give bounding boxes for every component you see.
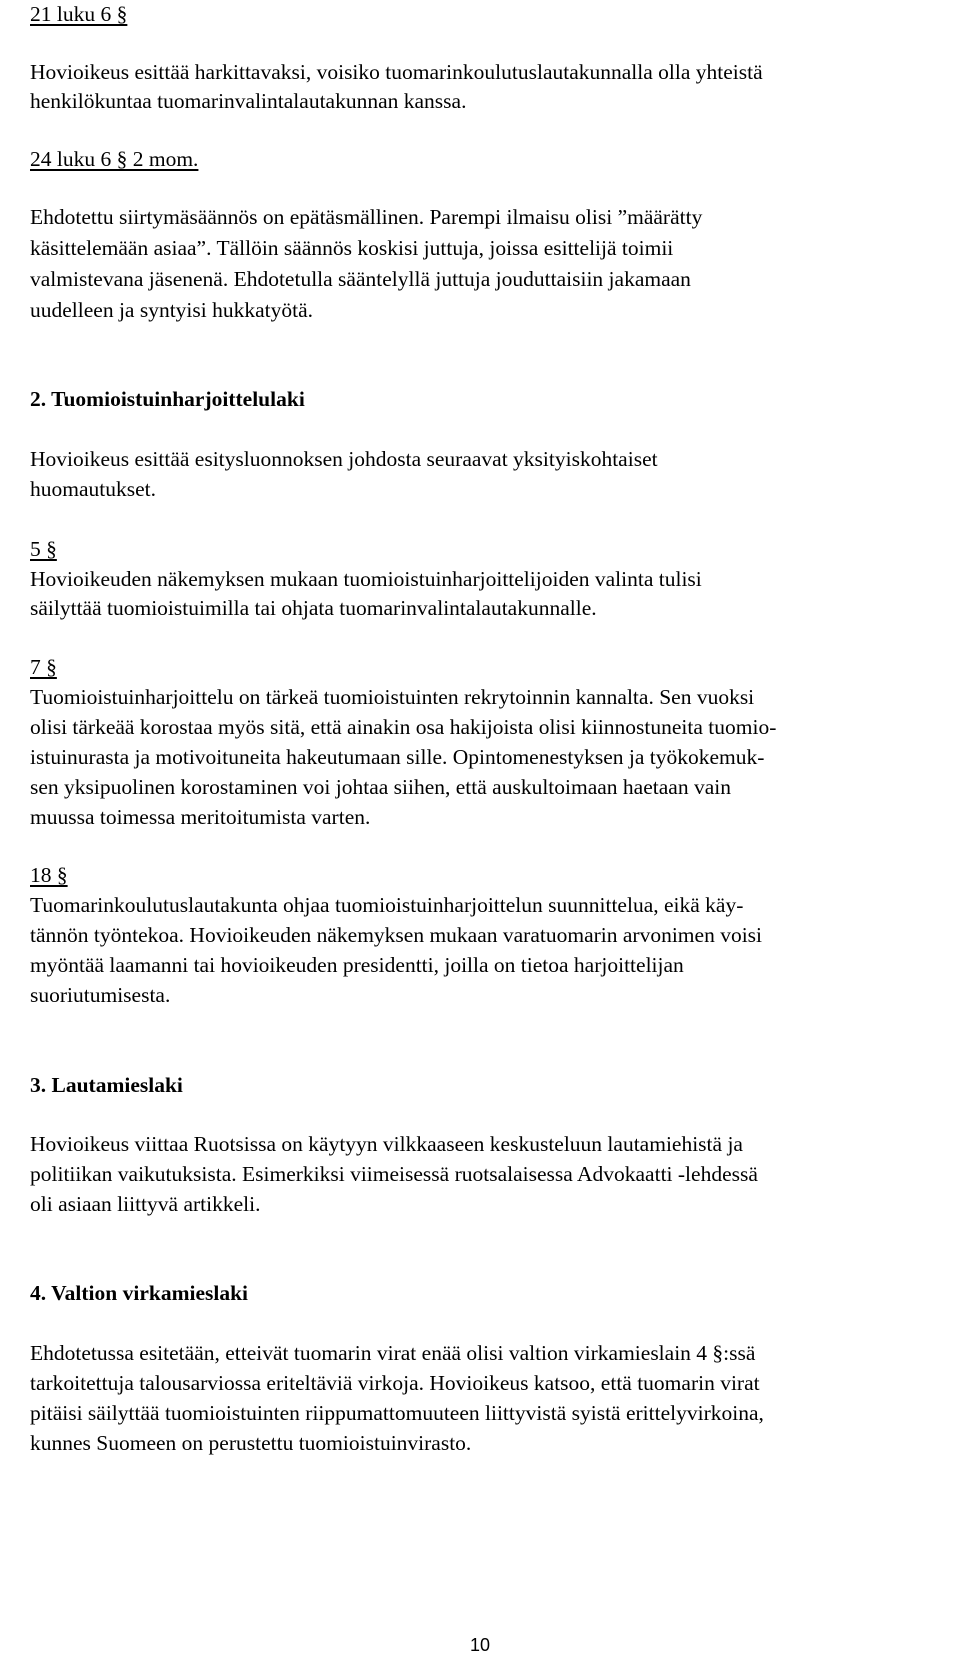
paragraph-line: tännön työntekoa. Hovioikeuden näkemyksen mukaan varatuomarin arvonimen voisi <box>30 923 763 947</box>
paragraph-line: Hovioikeuden näkemyksen mukaan tuomioistuinharjoittelijoiden valinta tulisi <box>30 567 702 591</box>
paragraph-line: säilyttää tuomioistuimilla tai ohjata tuomarinvalintalautakunnalle. <box>30 596 597 620</box>
paragraph-line: huomautukset. <box>30 477 156 501</box>
paragraph-line: Hovioikeus viittaa Ruotsissa on käytyyn vilkkaaseen keskusteluun lautamiehistä ja <box>30 1132 743 1156</box>
section-heading: 24 luku 6 § 2 mom. <box>30 147 199 171</box>
page-number: 10 <box>469 1635 491 1655</box>
paragraph-line: Hovioikeus esittää harkittavaksi, voisiko tuomarinkoulutuslautakunnalla olla yhteistä <box>30 60 763 84</box>
paragraph-line: sen yksipuolinen korostaminen voi johtaa siihen, että auskultoimaan haetaan vain <box>30 775 731 799</box>
paragraph-line: Hovioikeus esittää esitysluonnoksen johdosta seuraavat yksityiskohtaiset <box>30 447 658 471</box>
section-heading: 18 § <box>30 863 68 887</box>
chapter-heading: 3. Lautamieslaki <box>30 1073 183 1097</box>
paragraph-line: kunnes Suomeen on perustettu tuomioistuinvirasto. <box>30 1431 472 1455</box>
paragraph-line: käsittelemään asiaa”. Tällöin säännös koskisi juttuja, joissa esittelijä toimii <box>30 236 674 260</box>
paragraph-line: olisi tärkeää korostaa myös sitä, että ainakin osa hakijoista olisi kiinnostuneita tuomio- <box>30 715 777 739</box>
paragraph-line: politiikan vaikutuksista. Esimerkiksi viimeisessä ruotsalaisessa Advokaatti -lehdessä <box>30 1162 758 1186</box>
paragraph-line: muussa toimessa meritoitumista varten. <box>30 805 371 829</box>
paragraph-line: henkilökuntaa tuomarinvalintalautakunnan kanssa. <box>30 89 467 113</box>
section-heading: 5 § <box>30 537 57 561</box>
paragraph-line: suoriutumisesta. <box>30 983 171 1007</box>
paragraph-line: oli asiaan liittyvä artikkeli. <box>30 1192 261 1216</box>
paragraph-line: Ehdotetussa esitetään, etteivät tuomarin virat enää olisi valtion virkamieslain 4 §:ssä <box>30 1341 756 1365</box>
section-heading: 21 luku 6 § <box>30 2 128 26</box>
chapter-heading: 4. Valtion virkamieslaki <box>30 1281 249 1305</box>
section-heading: 7 § <box>30 655 57 679</box>
paragraph-line: Tuomarinkoulutuslautakunta ohjaa tuomioistuinharjoittelun suunnittelua, eikä käy- <box>30 893 744 917</box>
paragraph-line: valmistevana jäsenenä. Ehdotetulla sääntelyllä juttuja jouduttaisiin jakamaan <box>30 267 691 291</box>
paragraph-line: tarkoitettuja talousarviossa eriteltäviä virkoja. Hovioikeus katsoo, että tuomarin virat <box>30 1371 760 1395</box>
chapter-heading: 2. Tuomioistuinharjoittelulaki <box>30 387 305 411</box>
paragraph-line: myöntää laamanni tai hovioikeuden presidentti, joilla on tietoa harjoittelijan <box>30 953 684 977</box>
paragraph-line: uudelleen ja syntyisi hukkatyötä. <box>30 298 314 322</box>
paragraph-line: pitäisi säilyttää tuomioistuinten riippumattomuuteen liittyvistä syistä erittelyvirkoina, <box>30 1401 764 1425</box>
paragraph-line: Tuomioistuinharjoittelu on tärkeä tuomioistuinten rekrytoinnin kannalta. Sen vuoksi <box>30 685 755 709</box>
paragraph-line: istuinurasta ja motivoituneita hakeutumaan sille. Opintomenestyksen ja työkokemuk- <box>30 745 765 769</box>
paragraph-line: Ehdotettu siirtymäsäännös on epätäsmällinen. Parempi ilmaisu olisi ”määrätty <box>30 205 703 229</box>
